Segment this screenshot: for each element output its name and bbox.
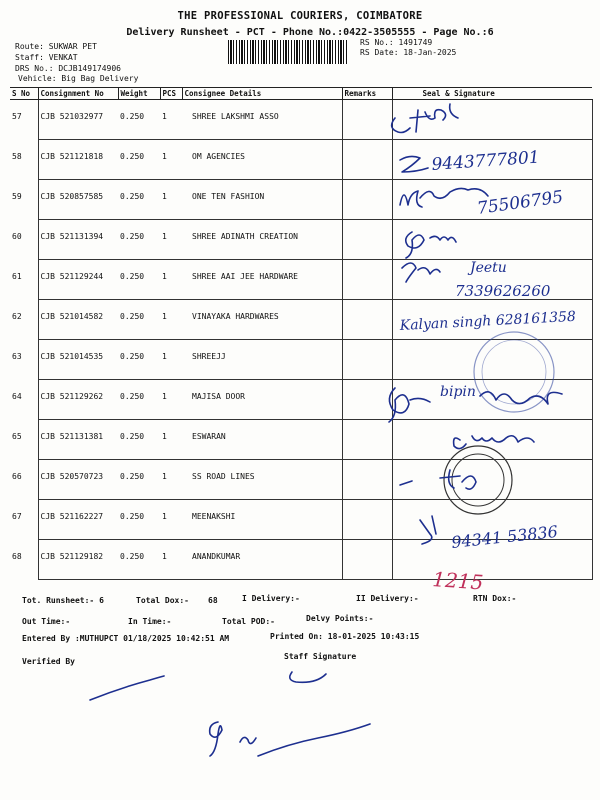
row-consignee: MAJISA DOOR: [182, 380, 342, 420]
staff-signature: [290, 672, 326, 682]
row-consignee: SS ROAD LINES: [182, 460, 342, 500]
phone-row59: 75506795: [475, 187, 565, 219]
i-delivery-label: I Delivery:-: [242, 594, 300, 603]
row-consignee: SHREE ADINATH CREATION: [182, 220, 342, 260]
row-pcs: 1: [160, 100, 182, 140]
row-pcs: 1: [160, 340, 182, 380]
in-time-label: In Time:-: [128, 617, 172, 626]
row-consignment-no: CJB 521129244: [38, 260, 118, 300]
row-consignee: SHREEJJ: [182, 340, 342, 380]
row-consignee: ONE TEN FASHION: [182, 180, 342, 220]
row-weight: 0.250: [118, 500, 160, 540]
signature-row67: [420, 516, 436, 544]
delvy-points-label: Delvy Points:-: [306, 614, 374, 623]
row-pcs: 1: [160, 540, 182, 580]
vehicle-label: Vehicle: Big Bag Delivery: [18, 74, 139, 83]
row-weight: 0.250: [118, 380, 160, 420]
row-consignment-no: CJB 521131394: [38, 220, 118, 260]
bottom-signature: [210, 722, 370, 756]
verified-by-label: Verified By: [22, 657, 75, 666]
row-pcs: 1: [160, 380, 182, 420]
name-row64: bipin: [440, 384, 476, 400]
row-weight: 0.250: [118, 260, 160, 300]
signature-row57: [392, 104, 458, 133]
row-sno: 60: [12, 231, 22, 241]
row-consignee: MEENAKSHI: [182, 500, 342, 540]
row-consignment-no: CJB 520570723: [38, 460, 118, 500]
signature-row60: [406, 232, 456, 258]
row-consignee: SHREE AAI JEE HARDWARE: [182, 260, 342, 300]
col-header-consignee: Consignee Details: [182, 88, 342, 100]
row-consignment-no: CJB 521032977: [38, 100, 118, 140]
signature-row66: [400, 470, 476, 489]
printed-on: Printed On: 18-01-2025 10:43:15: [270, 632, 420, 641]
row-consignment-no: CJB 521162227: [38, 500, 118, 540]
col-header-pcs: PCS: [160, 88, 182, 100]
row-consignment-no: CJB 521129182: [38, 540, 118, 580]
row-sno: 66: [12, 471, 22, 481]
ii-delivery-label: II Delivery:-: [356, 594, 419, 603]
staff-signature-label: Staff Signature: [284, 652, 357, 661]
row-sno: 67: [12, 511, 22, 521]
drs-number: DRS No.: DCJB149174906: [15, 64, 121, 73]
row-weight: 0.250: [118, 220, 160, 260]
row-sno: 64: [12, 391, 22, 401]
row-consignment-no: CJB 521131381: [38, 420, 118, 460]
row-weight: 0.250: [118, 180, 160, 220]
runsheet-subtitle: Delivery Runsheet - PCT - Phone No.:0422-3505555 - Page No.:6: [126, 27, 494, 38]
stamp-inner-row66: [452, 454, 504, 506]
row-sno: 68: [12, 551, 22, 561]
signature-row58: [400, 156, 428, 172]
signature-row61: [402, 263, 440, 282]
name-row62: Kalyan singh 628161358: [399, 308, 577, 334]
col-header-weight: Weight: [118, 88, 160, 100]
total-dox-value: 68: [208, 596, 218, 605]
row-pcs: 1: [160, 260, 182, 300]
staff-label: Staff: VENKAT: [15, 53, 78, 62]
row-weight: 0.250: [118, 540, 160, 580]
row-pcs: 1: [160, 300, 182, 340]
rs-date: RS Date: 18-Jan-2025: [360, 48, 457, 57]
out-time-label: Out Time:-: [22, 617, 71, 626]
row-consignee: SHREE LAKSHMI ASSO: [182, 100, 342, 140]
row-pcs: 1: [160, 460, 182, 500]
row-weight: 0.250: [118, 300, 160, 340]
rtn-dox-label: RTN Dox:-: [473, 594, 517, 603]
row-consignee: ANANDKUMAR: [182, 540, 342, 580]
company-title: THE PROFESSIONAL COURIERS, COIMBATORE: [177, 10, 423, 22]
entered-by: Entered By :MUTHUPCT 01/18/2025 10:42:51 AM: [22, 634, 230, 643]
row-consignment-no: CJB 521129262: [38, 380, 118, 420]
phone-row61: 7339626260: [455, 282, 551, 300]
col-header-seal: Seal & Signature: [392, 88, 592, 100]
red-note: 1215: [431, 567, 485, 595]
row-consignment-no: CJB 521014582: [38, 300, 118, 340]
total-pod-label: Total POD:-: [222, 617, 275, 626]
verified-signature: [90, 676, 164, 700]
row-consignment-no: CJB 521014535: [38, 340, 118, 380]
row-consignee: OM AGENCIES: [182, 140, 342, 180]
row-consignment-no: CJB 521121818: [38, 140, 118, 180]
row-weight: 0.250: [118, 340, 160, 380]
signature-row65: [454, 436, 534, 449]
row-pcs: 1: [160, 180, 182, 220]
row-sno: 57: [12, 112, 22, 121]
row-sno: 61: [12, 271, 22, 281]
total-runsheet: Tot. Runsheet:- 6: [22, 596, 104, 605]
row-consignee: ESWARAN: [182, 420, 342, 460]
col-header-sno: S No: [10, 88, 38, 100]
row-pcs: 1: [160, 140, 182, 180]
signature-row64: [389, 388, 430, 422]
row-pcs: 1: [160, 500, 182, 540]
total-dox-label: Total Dox:-: [136, 596, 189, 605]
row-sno: 59: [12, 191, 22, 201]
rs-number: RS No.: 1491749: [360, 38, 433, 47]
stamp-ring: [474, 332, 554, 412]
row-weight: 0.250: [118, 100, 160, 140]
name-row61: Jeetu: [470, 260, 507, 276]
row-pcs: 1: [160, 420, 182, 460]
row-pcs: 1: [160, 220, 182, 260]
row-sno: 62: [12, 311, 22, 321]
col-header-consignment: Consignment No: [38, 88, 118, 100]
row-consignee: VINAYAKA HARDWARES: [182, 300, 342, 340]
row-weight: 0.250: [118, 140, 160, 180]
stamp-ring-row66: [444, 446, 512, 514]
row-consignment-no: CJB 520857585: [38, 180, 118, 220]
signature-row59: [400, 188, 488, 207]
row-weight: 0.250: [118, 420, 160, 460]
row-sno: 63: [12, 351, 22, 361]
signature-row64-tail: [480, 392, 562, 404]
col-header-remarks: Remarks: [342, 88, 392, 100]
route-label: Route: SUKWAR PET: [15, 42, 97, 51]
row-sno: 65: [12, 431, 22, 441]
row-sno: 58: [12, 151, 22, 161]
row-weight: 0.250: [118, 460, 160, 500]
phone-row58: 9443777801: [430, 147, 541, 175]
phone-row67: 94341 53836: [450, 521, 559, 552]
